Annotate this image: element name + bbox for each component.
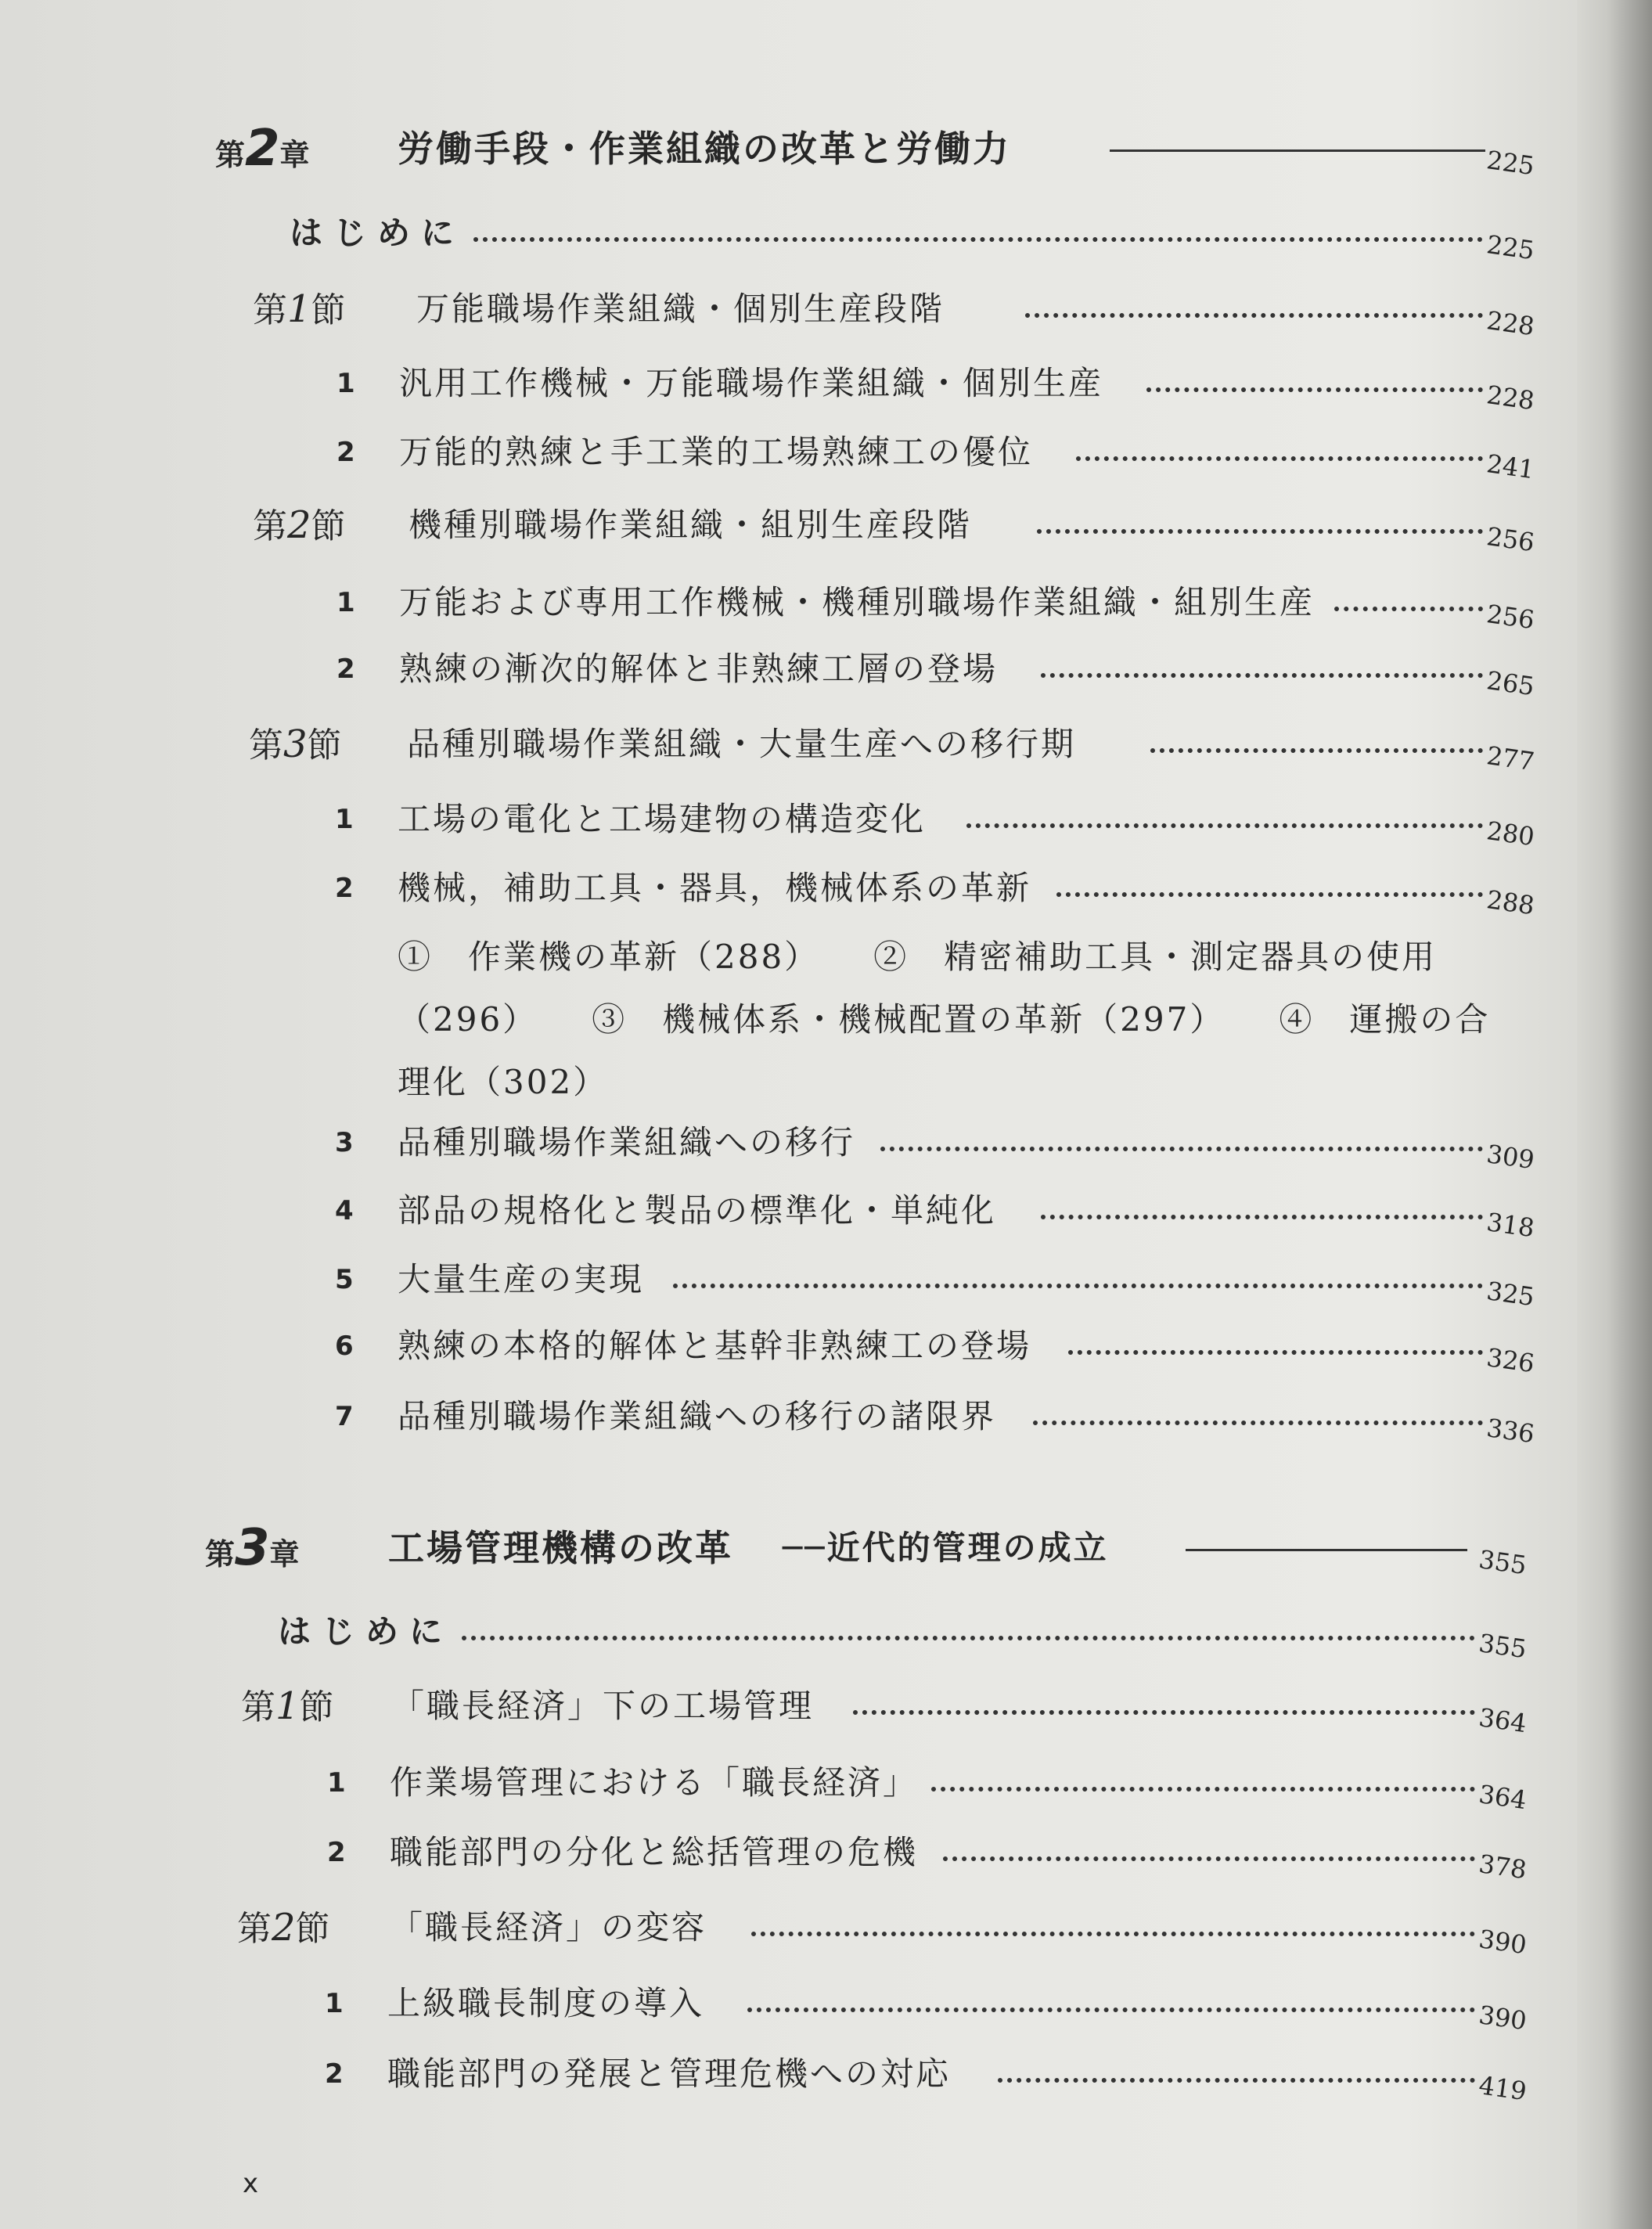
subsection-number: 4	[335, 1195, 354, 1226]
subsection-number: 5	[335, 1264, 354, 1295]
entry-title: 汎用工作機械・万能職場作業組織・個別生産	[399, 364, 1104, 402]
page-number: 390	[1477, 1924, 1529, 1961]
title-rule	[1110, 149, 1485, 152]
section-number: 第1節	[253, 287, 346, 331]
dot-leader	[1037, 529, 1483, 534]
toc-subsection	[0, 1755, 1652, 1816]
toc-subsection	[0, 575, 1652, 636]
entry-title: 大量生産の実現	[398, 1260, 645, 1298]
entry-title: 機種別職場作業組織・組別生産段階	[409, 506, 973, 544]
entry-title: はじめに	[290, 214, 466, 252]
toc-subsection	[0, 1825, 1652, 1885]
toc-subsection	[0, 792, 1652, 852]
page-number: 256	[1485, 599, 1537, 636]
page-number: 288	[1485, 884, 1537, 921]
subsection-number: 1	[335, 804, 354, 835]
toc-section	[0, 498, 1652, 558]
page-number: 326	[1485, 1342, 1537, 1379]
dot-leader	[747, 2008, 1475, 2012]
subsection-number: 7	[335, 1401, 354, 1432]
entry-title: 上級職長制度の導入	[387, 1984, 705, 2022]
toc-subsection	[0, 1389, 1652, 1449]
dot-leader	[931, 1787, 1475, 1791]
subsection-detail-line: 理化（302）	[398, 1063, 609, 1101]
subsection-number: 2	[337, 654, 355, 685]
dot-leader	[880, 1147, 1483, 1151]
entry-title: はじめに	[278, 1612, 454, 1651]
page-number: 318	[1485, 1207, 1537, 1244]
page-number: 228	[1485, 380, 1537, 416]
dot-leader	[943, 1856, 1475, 1861]
toc-subsection	[0, 642, 1652, 702]
section-number: 第2節	[237, 1906, 330, 1950]
toc-subsection	[0, 1319, 1652, 1379]
dot-leader	[473, 237, 1483, 242]
page-number: 390	[1477, 2000, 1529, 2036]
dot-leader	[751, 1932, 1475, 1936]
entry-title: 品種別職場作業組織への移行	[398, 1123, 856, 1161]
toc-section	[0, 717, 1652, 777]
dot-leader	[1076, 456, 1483, 461]
page-number: 336	[1485, 1413, 1537, 1449]
dot-leader	[1334, 607, 1483, 611]
entry-title: 万能職場作業組織・個別生産段階	[416, 290, 945, 328]
page-number: 277	[1485, 740, 1537, 777]
entry-title: 機械，補助工具・器具，機械体系の革新	[398, 869, 1032, 907]
entry-title: 工場の電化と工場建物の構造変化	[398, 800, 927, 838]
dot-leader	[966, 823, 1483, 828]
chapter-title: 労働手段・作業組織の改革と労働力	[398, 128, 1011, 170]
dot-leader	[1068, 1350, 1483, 1355]
toc-entry-intro	[0, 1604, 1652, 1665]
entry-title: 万能的熟練と手工業的工場熟練工の優位	[399, 433, 1034, 471]
page-number: 364	[1477, 1779, 1529, 1816]
dot-leader	[1025, 313, 1483, 318]
dot-leader	[1056, 892, 1483, 897]
dot-leader	[1146, 387, 1483, 392]
dot-leader	[462, 1636, 1475, 1640]
subsection-detail-line: （296） ③ 機械体系・機械配置の革新（297） ④ 運搬の合	[398, 1000, 1491, 1039]
entry-title: 職能部門の分化と総括管理の危機	[390, 1833, 919, 1871]
toc-subsection	[0, 861, 1652, 921]
entry-title: 作業場管理における「職長経済」	[390, 1763, 919, 1802]
dot-leader	[998, 2078, 1475, 2083]
page-number: 225	[1485, 229, 1537, 266]
toc-subsection	[0, 1976, 1652, 2036]
toc-subsection	[0, 1252, 1652, 1313]
subsection-number: 1	[337, 587, 355, 618]
page-number: 241	[1485, 448, 1537, 485]
dot-leader	[673, 1284, 1483, 1288]
entry-title: 品種別職場作業組織・大量生産への移行期	[407, 725, 1077, 763]
entry-title: 「職長経済」の変容	[390, 1908, 707, 1946]
title-rule	[1186, 1549, 1467, 1551]
chapter-title: 工場管理機構の改革	[388, 1527, 733, 1569]
toc-subsection	[0, 425, 1652, 485]
chapter-number: 第3章	[205, 1519, 300, 1577]
entry-title: 職能部門の発展と管理危機への対応	[387, 2054, 952, 2093]
section-number: 第1節	[241, 1684, 334, 1728]
page-number: 419	[1477, 2070, 1529, 2107]
dot-leader	[1033, 1421, 1483, 1425]
subsection-number: 1	[337, 368, 355, 399]
chapter-subtitle: ──近代的管理の成立	[783, 1529, 1109, 1567]
entry-title: 部品の規格化と製品の標準化・単純化	[398, 1191, 997, 1230]
page-number: 265	[1485, 665, 1537, 702]
section-number: 第2節	[253, 503, 346, 547]
page-marker: x	[243, 2168, 259, 2199]
subsection-number: 6	[335, 1331, 354, 1362]
page-number: 225	[1485, 145, 1537, 182]
toc-subsection	[0, 1183, 1652, 1244]
toc-section	[0, 1679, 1652, 1739]
chapter-number: 第2章	[215, 120, 310, 178]
toc-subsection	[0, 1115, 1652, 1176]
entry-title: 万能および専用工作機械・機種別職場作業組織・組別生産	[399, 583, 1315, 621]
subsection-number: 2	[337, 437, 355, 468]
entry-title: 熟練の漸次的解体と非熟練工層の登場	[399, 650, 999, 688]
toc-chapter-3	[0, 1519, 1652, 1581]
subsection-number: 3	[335, 1127, 354, 1158]
toc-entry-intro	[0, 206, 1652, 266]
entry-title: 熟練の本格的解体と基幹非熟練工の登場	[398, 1327, 1032, 1365]
toc-section	[0, 282, 1652, 342]
page-number: 325	[1485, 1276, 1537, 1313]
page-number: 355	[1477, 1544, 1529, 1581]
subsection-number: 1	[325, 1988, 344, 2019]
subsection-number: 1	[327, 1767, 346, 1799]
page-number: 378	[1477, 1849, 1529, 1885]
entry-title: 「職長経済」下の工場管理	[391, 1687, 815, 1725]
page-number: 228	[1485, 305, 1537, 342]
section-number: 第3節	[249, 722, 342, 766]
subsection-number: 2	[325, 2058, 344, 2090]
subsection-detail-line: ① 作業機の革新（288） ② 精密補助工具・測定器具の使用	[398, 938, 1438, 976]
page-number: 280	[1485, 816, 1537, 852]
entry-title: 品種別職場作業組織への移行の諸限界	[398, 1397, 997, 1435]
dot-leader	[853, 1710, 1475, 1715]
page-number: 355	[1477, 1628, 1529, 1665]
page-number: 256	[1485, 521, 1537, 558]
toc-subsection	[0, 356, 1652, 416]
page-number: 364	[1477, 1702, 1529, 1739]
subsection-number: 2	[335, 873, 354, 904]
dot-leader	[1150, 748, 1483, 753]
toc-subsection	[0, 2047, 1652, 2107]
subsection-number: 2	[327, 1837, 346, 1868]
dot-leader	[1041, 1215, 1483, 1219]
toc-chapter-2	[0, 120, 1652, 182]
page-number: 309	[1485, 1139, 1537, 1176]
dot-leader	[1041, 673, 1483, 678]
toc-section	[0, 1900, 1652, 1961]
